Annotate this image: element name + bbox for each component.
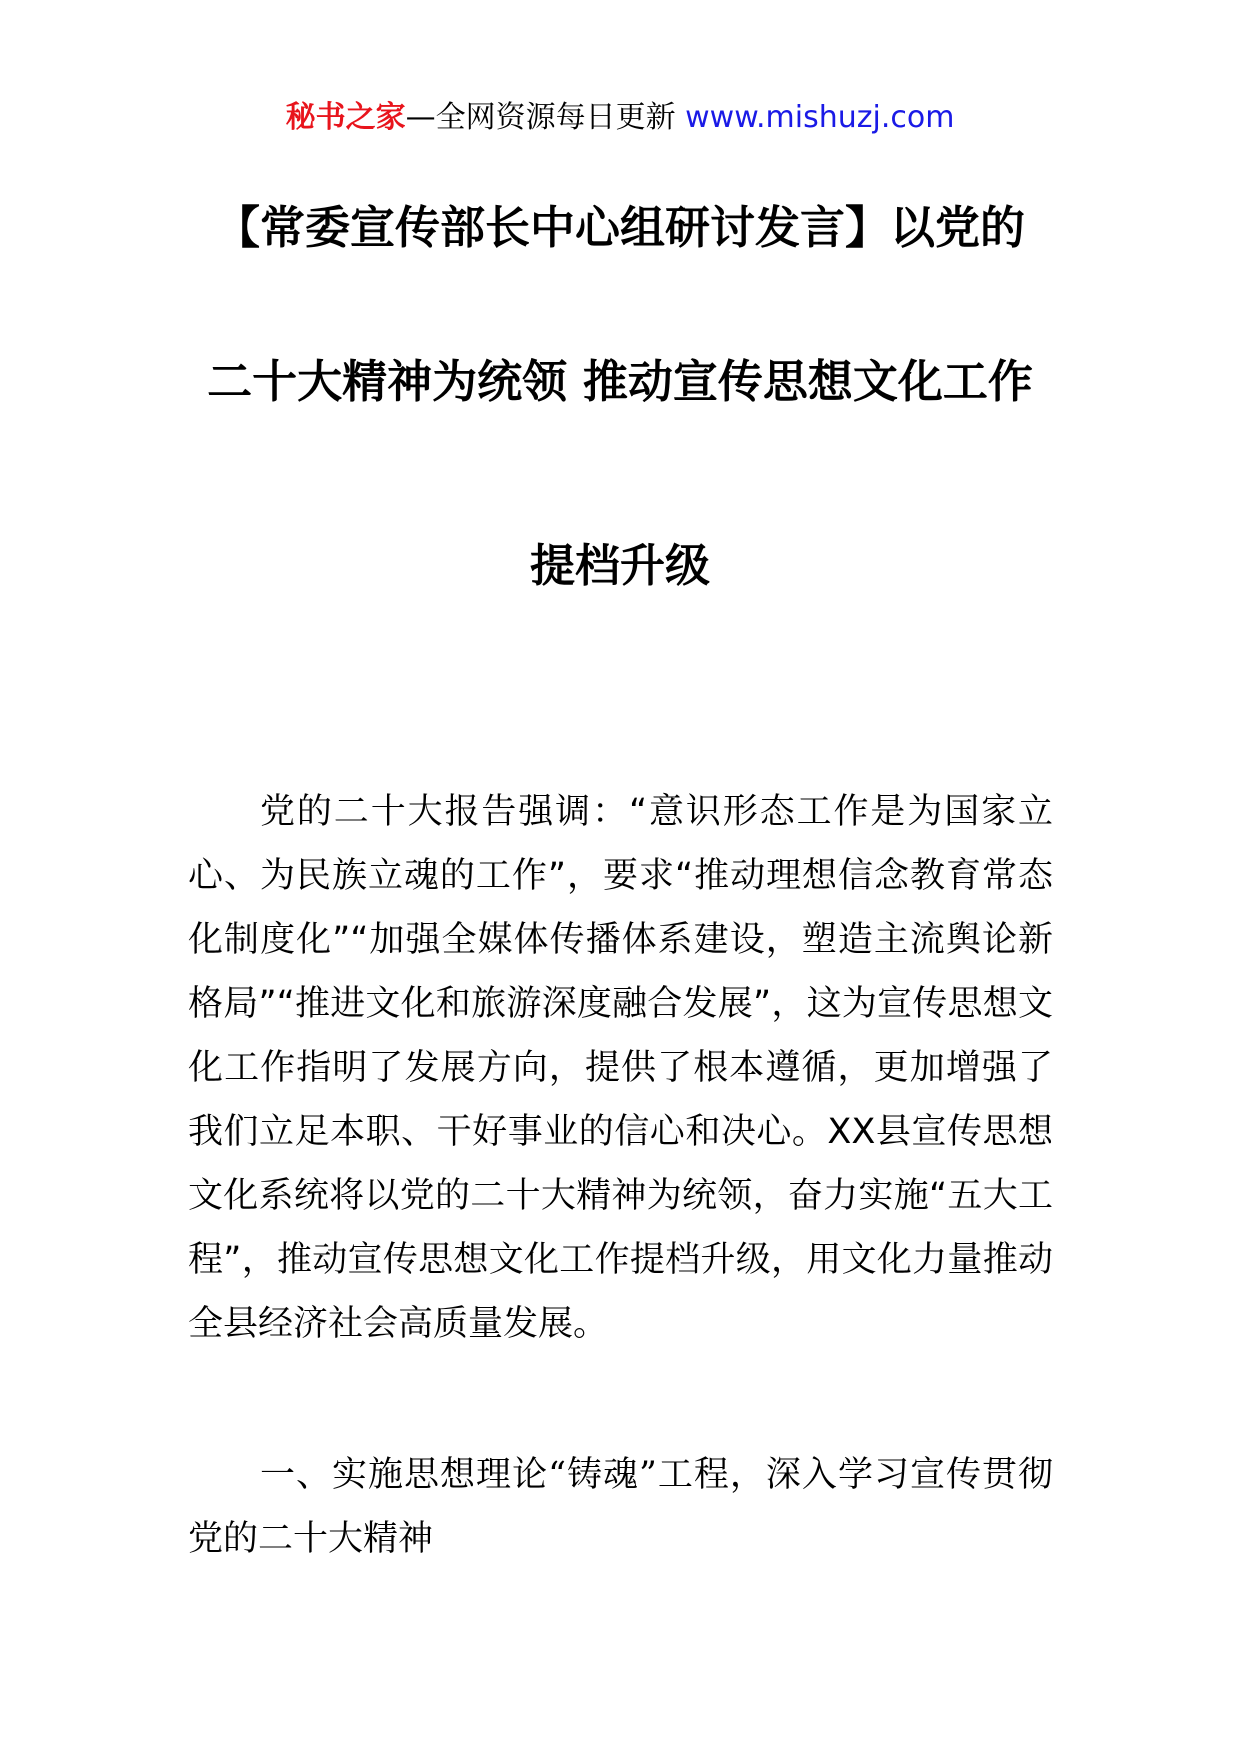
section-heading-1: 一、实施思想理论“铸魂”工程，深入学习宣传贯彻党的二十大精神	[188, 1455, 1053, 1559]
brand-name: 秘书之家	[285, 100, 406, 135]
document-title-line-1: 【常委宣传部长中心组研讨发言】以党的	[214, 201, 1025, 254]
site-url-link[interactable]: www.mishuzj.com	[685, 100, 955, 135]
document-title-line-3: 提档升级	[529, 539, 710, 592]
site-header	[0, 98, 1240, 138]
document-title-line-2: 二十大精神为统领 推动宣传思想文化工作	[207, 355, 1033, 408]
intro-paragraph: 党的二十大报告强调：“意识形态工作是为国家立心、为民族立魂的工作”，要求“推动理想信念教育常态化制度化”“加强全媒体传播体系建设，塑造主流舆论新格局”“推进文化和旅游深度融合发展”，这为宣传思想文化工作指明了发展方向，提供了根本遵循，更加增强了我们立足本职、干好事业的信心和决心。XX县宣传思想文化系统将以党的二十大精神为统领，奋力实施“五大工程”，推动宣传思想文化工作提档升级，用文化力量推动全县经济社会高质量发展。	[188, 792, 1053, 1344]
header-tagline: —全网资源每日更新	[405, 100, 686, 135]
